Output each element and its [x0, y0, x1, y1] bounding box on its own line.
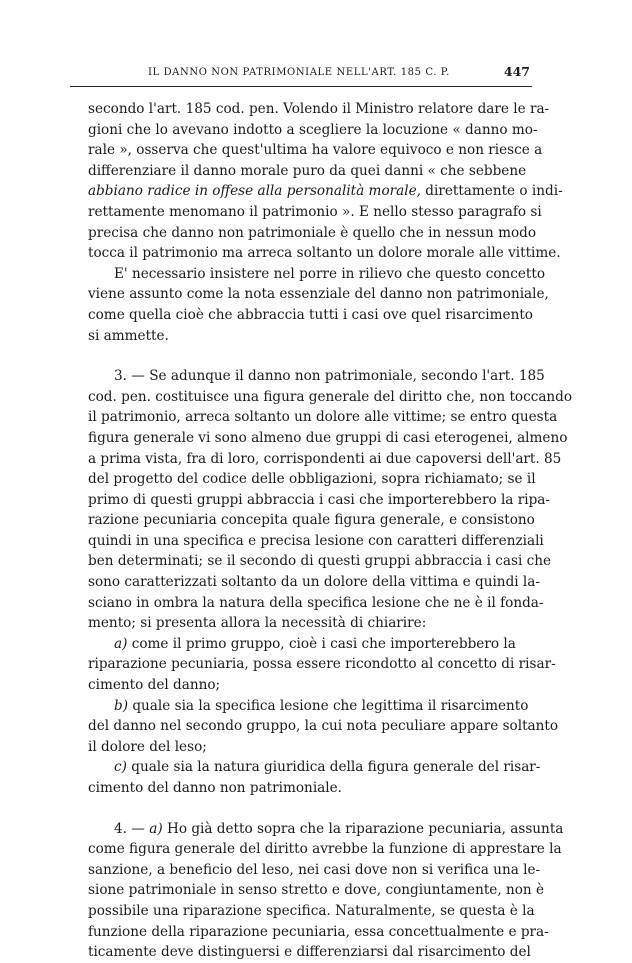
page-number: 447 [503, 64, 530, 79]
text-line: sione patrimoniale in senso stretto e dove, congiuntamente, non è [88, 882, 545, 899]
text-line: rettamente menomano il patrimonio ». E nello stesso paragrafo si [88, 203, 542, 220]
list-letter: a) [149, 820, 163, 837]
text-line: ticamente deve distinguersi e differenziarsi dal risarcimento del [88, 944, 531, 961]
text-line: mento; si presenta allora la necessità di chiarire: [88, 615, 427, 632]
text-line: il patrimonio, arreca soltanto un dolore alle vittime; se entro questa [88, 409, 558, 426]
text-fragment: Ho già detto sopra che la riparazione pecuniaria, assunta [162, 820, 564, 837]
text-line: differenziare il danno morale puro da quei danni « che sebbene [88, 162, 527, 179]
text-line: sono caratterizzati soltanto da un dolore della vittima e quindi la- [88, 574, 540, 591]
text-fragment: quale sia la natura giuridica della figura generale del risar- [126, 759, 541, 776]
text-line: quindi in una specifica e precisa lesione con caratteri differenziali [88, 532, 544, 549]
text-line: cimento del danno; [88, 677, 221, 694]
italic-quote: abbiano radice in offese alla personalità morale, [88, 183, 421, 200]
text-line: il dolore del leso; [88, 738, 207, 755]
text-line: primo di questi gruppi abbraccia i casi che importerebbero la ripa- [88, 491, 550, 508]
text-fragment: come il primo gruppo, cioè i casi che importerebbero la [127, 635, 516, 652]
text-line: tocca il patrimonio ma arreca soltanto un dolore morale alle vittime. [88, 245, 561, 262]
running-header [68, 64, 530, 86]
list-letter: a) [114, 635, 128, 652]
text-line: riparazione pecuniaria, possa essere ricondotto al concetto di risar- [88, 656, 556, 673]
text-line [88, 696, 529, 717]
text-line: 3. — Se adunque il danno non patrimoniale, secondo l'art. 185 [114, 368, 545, 385]
text-line: sanzione, a beneficio del leso, nei casi dove non si verifica una le- [88, 861, 541, 878]
text-fragment: direttamente o indi- [420, 183, 563, 200]
list-letter: b) [114, 697, 129, 714]
text-line [88, 634, 515, 655]
text-line: sciano in ombra la natura della specifica lesione che ne è il fonda- [88, 594, 544, 611]
text-line: viene assunto come la nota essenziale del danno non patrimoniale, [88, 286, 549, 303]
header-rule [70, 86, 532, 87]
running-title: IL DANNO NON PATRIMONIALE NELL'ART. 185 C. P. [148, 67, 450, 78]
text-line: a prima vista, fra di loro, corrispondenti ai due capoversi dell'art. 85 [88, 450, 562, 467]
text-line: si ammette. [88, 327, 169, 344]
text-line: ben determinati; se il secondo di questi gruppi abbraccia i casi che [88, 553, 552, 570]
text-line: secondo l'art. 185 cod. pen. Volendo il Ministro relatore dare le ra- [88, 101, 550, 117]
text-line: figura generale vi sono almeno due gruppi di casi eterogenei, almeno [88, 429, 568, 446]
text-line [88, 181, 563, 202]
text-line [88, 819, 564, 840]
body-text [88, 99, 573, 963]
list-letter: c) [114, 759, 127, 776]
text-line: gioni che lo avevano indotto a scegliere la locuzione « danno mo- [88, 121, 538, 138]
text-fragment: quale sia la specifica lesione che legittima il risarcimento [128, 697, 529, 714]
text-line [88, 757, 541, 778]
text-line: possibile una riparazione specifica. Naturalmente, se questa è la [88, 902, 535, 919]
section-gap [88, 799, 515, 819]
text-line: cimento del danno non patrimoniale. [88, 780, 342, 796]
text-line: rale », osserva che quest'ultima ha valore equivoco e non riesce a [88, 142, 543, 159]
text-line: razione pecuniaria concepita quale figura generale, e consistono [88, 512, 535, 529]
text-line: funzione della riparazione pecuniaria, essa concettualmente e pra- [88, 923, 549, 940]
section-gap [88, 346, 515, 366]
text-line: come figura generale del diritto avrebbe la funzione di apprestare la [88, 841, 562, 858]
text-line: cod. pen. costituisce una figura generale del diritto che, non toccando [88, 388, 573, 405]
text-line: del progetto del codice delle obbligazioni, sopra richiamato; se il [88, 471, 536, 488]
text-line: del danno nel secondo gruppo, la cui nota peculiare appare soltanto [88, 718, 559, 735]
text-line: come quella cioè che abbraccia tutti i casi ove quel risarcimento [88, 306, 533, 323]
section-number: 4. — [114, 820, 150, 837]
text-line: E' necessario insistere nel porre in rilievo che questo concetto [114, 265, 546, 282]
text-line: precisa che danno non patrimoniale è quello che in nessun modo [88, 224, 537, 241]
